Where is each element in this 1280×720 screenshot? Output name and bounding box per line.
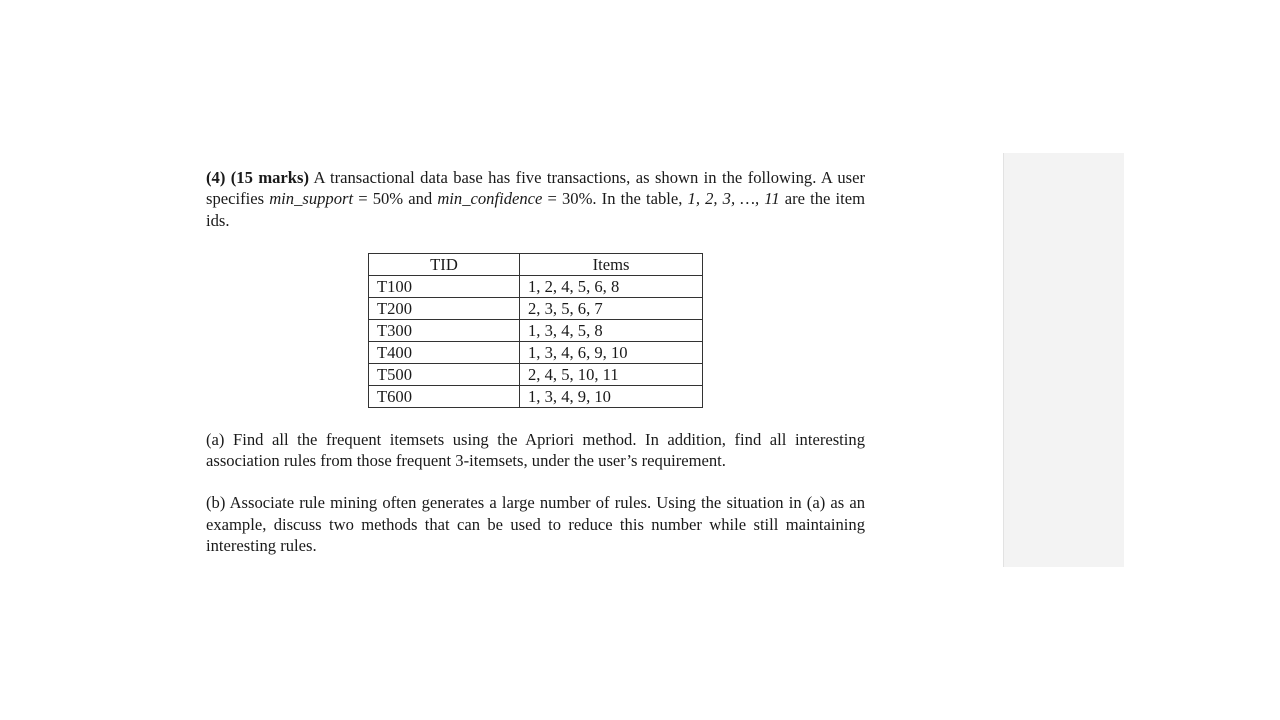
cell-items: 1, 3, 4, 9, 10 <box>520 385 703 407</box>
min-support-label: min_support <box>269 189 354 209</box>
cell-items: 2, 3, 5, 6, 7 <box>520 297 703 319</box>
header-tid: TID <box>369 253 520 275</box>
cell-tid: T500 <box>369 363 520 385</box>
min-confidence-label: min_confidence <box>437 189 543 209</box>
header-items: Items <box>520 253 703 275</box>
cell-tid: T200 <box>369 297 520 319</box>
cell-items: 1, 3, 4, 5, 8 <box>520 319 703 341</box>
question-intro <box>206 167 865 231</box>
table-row <box>369 341 703 363</box>
table-row <box>369 319 703 341</box>
part-b-text: (b) Associate rule mining often generates a large number of rules. Using the situation in (a) as an example, discuss two methods that can be used to reduce this number while still maintaining interesting rules. <box>206 493 865 556</box>
question-marks: (15 marks) <box>230 168 310 187</box>
min-confidence-value: = 30%. In the table, <box>542 189 688 209</box>
question-number: (4) <box>206 168 226 187</box>
cell-items: 1, 2, 4, 5, 6, 8 <box>520 275 703 297</box>
table-row <box>369 363 703 385</box>
intro-end: are the item ids. <box>206 189 866 230</box>
paragraph-gap <box>206 471 865 492</box>
cell-tid: T300 <box>369 319 520 341</box>
cell-tid: T100 <box>369 275 520 297</box>
table-header-row <box>369 253 703 275</box>
cell-tid: T400 <box>369 341 520 363</box>
cell-items: 2, 4, 5, 10, 11 <box>520 363 703 385</box>
document-body <box>206 167 865 556</box>
intro-text: A transactional data base has five transactions, as shown in the following. A user specifies <box>206 168 865 209</box>
min-support-value: = 50% and <box>353 189 438 209</box>
cell-items: 1, 3, 4, 6, 9, 10 <box>520 341 703 363</box>
item-range: 1, 2, 3, …, 11 <box>687 189 780 209</box>
table-row <box>369 385 703 407</box>
table-row <box>369 275 703 297</box>
side-panel <box>1003 153 1124 567</box>
table-row <box>369 297 703 319</box>
cell-tid: T600 <box>369 385 520 407</box>
part-a-text: (a) Find all the frequent itemsets using the Apriori method. In addition, find all interesting association rules from those frequent 3-itemsets, under the user’s requirement. <box>206 429 865 471</box>
transaction-table <box>368 253 703 408</box>
transaction-table-wrapper <box>368 253 865 408</box>
